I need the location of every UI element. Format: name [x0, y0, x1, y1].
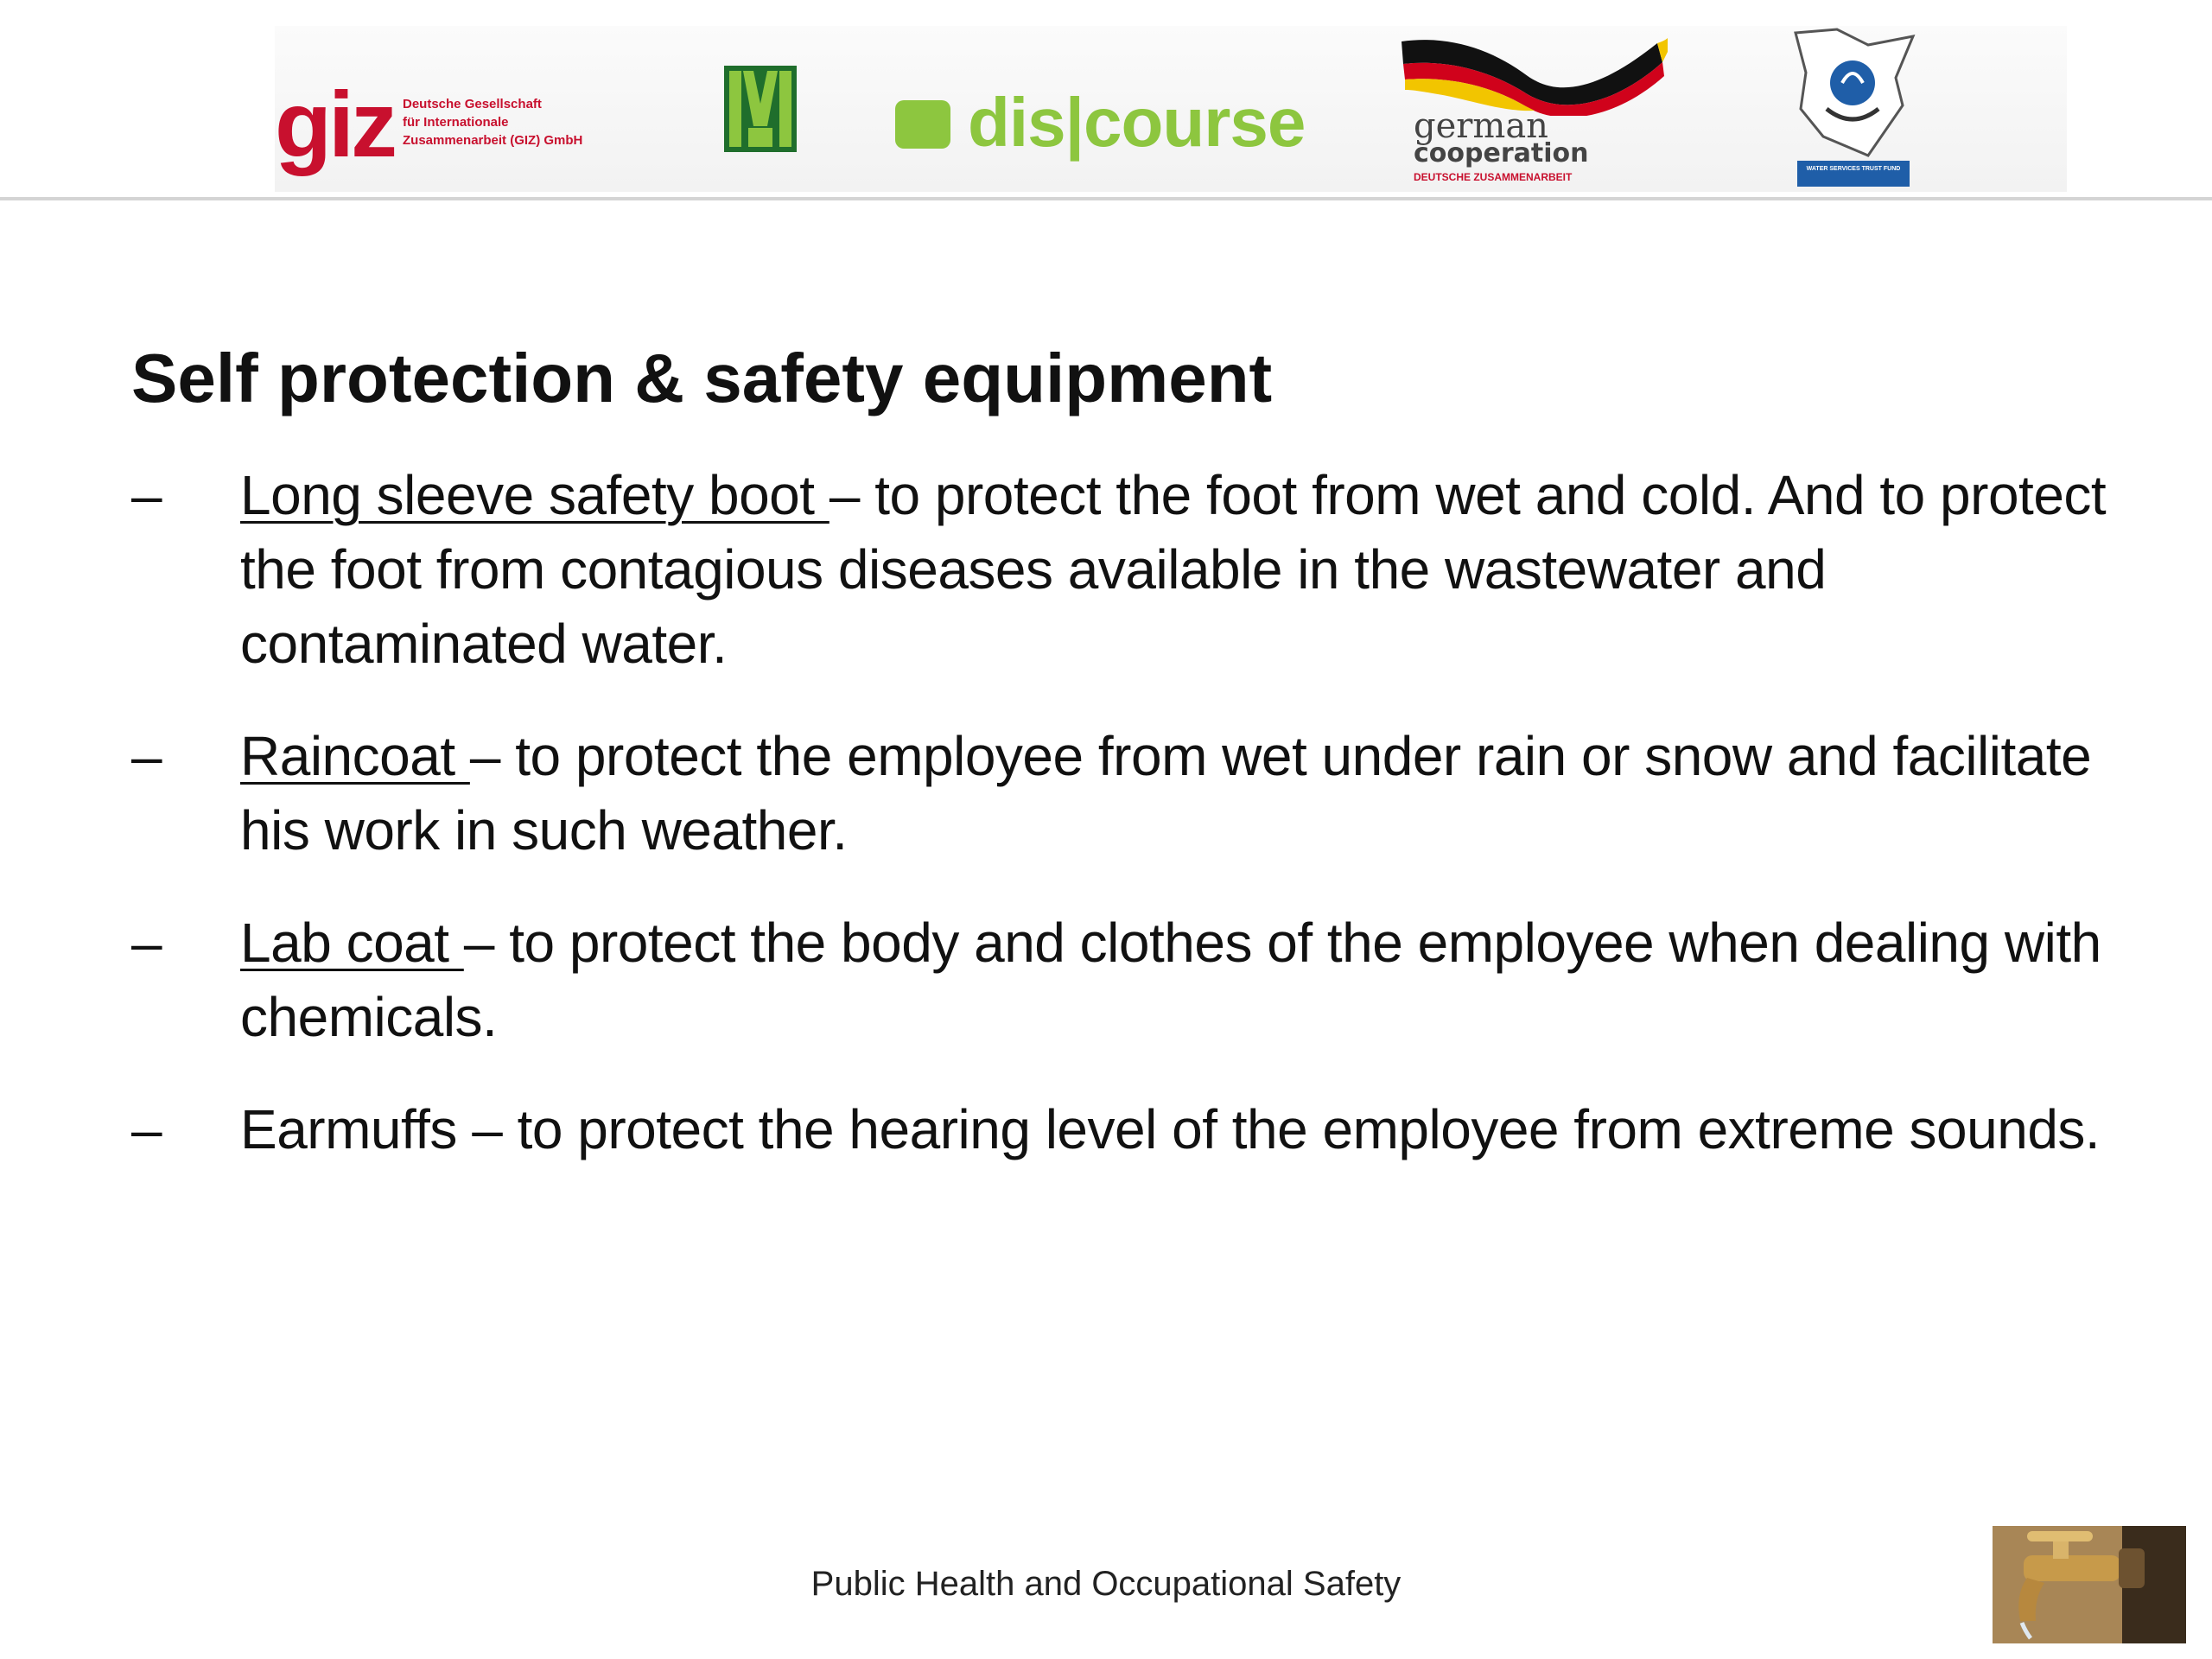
list-item-text	[240, 1092, 2119, 1166]
list-item	[131, 458, 2119, 681]
list-item	[131, 719, 2119, 868]
item-term: Lab coat	[240, 912, 464, 974]
item-description: – to protect the foot from wet and cold. And to protect the foot from contagious diseases available in the wastewater and contaminated water.	[240, 464, 2107, 675]
water-services-trust-fund-logo	[1785, 26, 1920, 190]
bullet-dash: –	[131, 464, 162, 526]
list-item-text	[240, 458, 2119, 681]
giz-logo-line: Zusammenarbeit (GIZ) GmbH	[403, 133, 583, 148]
logo-bar	[0, 0, 2212, 200]
bullet-dash: –	[131, 912, 162, 974]
item-term: Raincoat	[240, 725, 470, 787]
giz-logo-mark: giz	[275, 72, 394, 176]
kenya-map-emblem-icon	[1785, 26, 1920, 164]
bullet-dash: –	[131, 725, 162, 787]
german-cooperation-line3: DEUTSCHE ZUSAMMENARBEIT	[1414, 171, 1573, 183]
water-tap-icon	[1993, 1526, 2186, 1643]
giz-logo-line: für Internationale	[403, 115, 509, 130]
list-item-text	[240, 906, 2119, 1054]
german-flag-ribbon-icon	[1398, 33, 1668, 116]
discourse-logo	[895, 84, 1306, 162]
slide-title: Self protection & safety equipment	[131, 340, 1273, 416]
bullet-dash: –	[131, 1098, 162, 1160]
discourse-logo-text: dis|course	[968, 84, 1306, 161]
item-term: Long sleeve safety boot	[240, 464, 830, 526]
german-cooperation-line2: cooperation	[1414, 138, 1589, 168]
giz-logo	[275, 72, 638, 181]
list-item-text	[240, 719, 2119, 868]
slide-footer: Public Health and Occupational Safety	[810, 1565, 1402, 1603]
german-cooperation-logo	[1398, 33, 1668, 188]
item-description: – to protect the body and clothes of the employee when dealing with chemicals.	[240, 912, 2101, 1048]
item-term: Earmuffs	[240, 1098, 457, 1160]
list-item	[131, 1092, 2119, 1166]
german-cooperation-line1: german	[1414, 106, 1548, 146]
equipment-list	[131, 458, 2119, 1205]
item-description: – to protect the employee from wet under rain or snow and facilitate his work in such weather.	[240, 725, 2092, 861]
giz-logo-text	[403, 95, 636, 149]
m-logo-icon	[724, 66, 797, 152]
list-item	[131, 906, 2119, 1054]
water-services-trust-fund-label: WATER SERVICES TRUST FUND	[1797, 161, 1910, 187]
giz-logo-line: Deutsche Gesellschaft	[403, 97, 542, 111]
discourse-square-icon	[895, 100, 950, 149]
item-description: – to protect the hearing level of the employee from extreme sounds.	[456, 1098, 2101, 1160]
